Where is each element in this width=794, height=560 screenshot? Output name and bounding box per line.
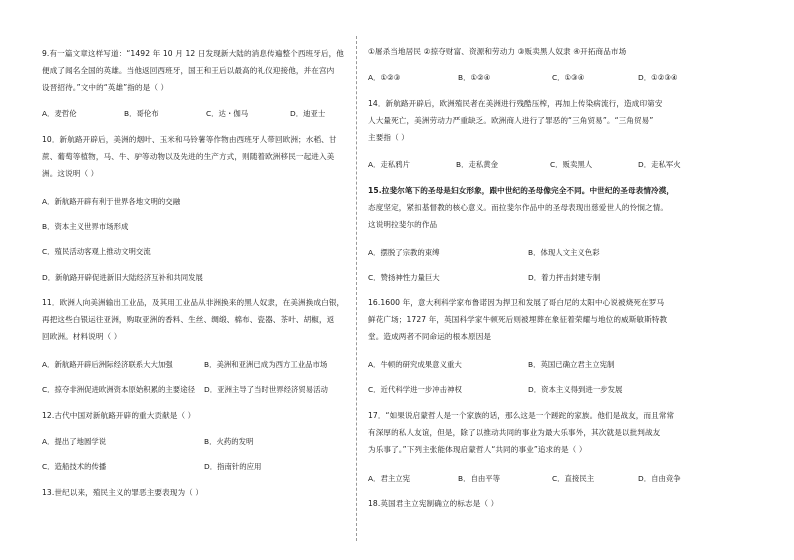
question-11-line-1: 11．欧洲人向美洲输出工业品，及其用工业品从非洲换来的黑人奴隶，在美洲换成白银， [42, 298, 345, 307]
q16-option-b: B．英国已确立君主立宪制 [528, 360, 615, 369]
q16-option-a: A．牛顿的研究成果意义重大 [368, 360, 462, 369]
q15-option-c: C．赞扬神性力量巨大 [368, 273, 440, 282]
question-16-line-3: 堂。造成两者不同命运的根本原因是 [368, 332, 492, 341]
q17-option-d: D．自由竞争 [638, 474, 681, 483]
q15-option-d: D．着力抨击封建专制 [528, 273, 601, 282]
question-17-line-3: 为乐事了。”下列主张能体现启蒙哲人“共同的事业”追求的是（ ） [368, 445, 587, 454]
q12-option-c: C．造船技术的传播 [42, 462, 107, 471]
question-9-line-2: 便成了闻名全国的英雄。当他返回西班牙，国王和王后以最高的礼仪迎接他，并在宫内 [42, 66, 335, 75]
q10-option-b: B．资本主义世界市场形成 [42, 222, 129, 231]
q12-option-d: D．指南针的应用 [204, 462, 262, 471]
q9-option-b: B．哥伦布 [124, 109, 159, 118]
q17-option-b: B．自由平等 [458, 474, 501, 483]
q9-option-c: C．达・伽马 [206, 109, 249, 118]
q14-option-c: C．贩卖黑人 [550, 160, 593, 169]
question-14-line-3: 主要指（ ） [368, 133, 409, 142]
question-16-line-2: 鲜花广场；1727 年，英国科学家牛顿死后则被埋葬在象征着荣耀与地位的威斯敏斯特教 [368, 315, 668, 324]
question-10-line-2: 蔗、葡萄等植物，马、牛、驴等动物以及先进的生产方式，则随着欧洲移民一起进入美 [42, 152, 335, 161]
question-15-line-2: 态度坚定，紧扣基督教的核心意义。而拉斐尔作品中的圣母表现出慈爱世人的怜悯之情。 [368, 203, 669, 212]
q16-option-d: D．资本主义得到进一步发展 [528, 385, 623, 394]
q17-option-c: C．直接民主 [552, 474, 595, 483]
q11-option-b: B．美洲和亚洲已成为西方工业品市场 [204, 360, 328, 369]
question-9-line-3: 设晋招待。”文中的“英雄”指的是（ ） [42, 83, 169, 92]
question-11-line-2: 再把这些白银运往亚洲，购取亚洲的香料、生丝、绸缎、棉布、瓷器、茶叶、胡椒，返 [42, 315, 335, 324]
q14-option-a: A．走私鸦片 [368, 160, 411, 169]
question-18-line-1: 18.英国君主立宪制确立的标志是（ ） [368, 499, 499, 508]
question-13-items: ①屠杀当地居民 ②掠夺财富、资源和劳动力 ③贩卖黑人奴隶 ④开拓商品市场 [368, 47, 627, 56]
q11-option-c: C．掠夺非洲促进欧洲资本原始积累的主要途径 [42, 385, 195, 394]
question-15-line-1: 15.拉斐尔笔下的圣母是妇女形象，跟中世纪的圣母像完全不同。中世纪的圣母表情冷漠， [368, 186, 675, 195]
q13-option-d: D．①②③④ [638, 73, 678, 82]
q9-option-a: A．麦哲伦 [42, 109, 77, 118]
q11-option-a: A．新航路开辟后洲际经济联系大大加强 [42, 360, 173, 369]
question-17-line-1: 17．“如果说启蒙哲人是一个家族的话，那么这是一个蹉跎的家族。他们是战友，而且常常 [368, 411, 675, 420]
q16-option-c: C．近代科学进一步冲击神权 [368, 385, 462, 394]
question-14-line-1: 14．新航路开辟后，欧洲殖民者在美洲进行残酷压榨，再加上传染病流行，造成印第安 [368, 99, 663, 108]
question-12-line-1: 12.古代中国对新航路开辟的重大贡献是（ ） [42, 411, 196, 420]
q13-option-a: A．①②③ [368, 73, 401, 82]
question-9-line-1: 9.有一篇文章这样写道：“1492 年 10 月 12 日发现新大陆的消息传遍整个西班牙后，他 [42, 49, 345, 58]
q14-option-d: D．走私军火 [638, 160, 681, 169]
q10-option-d: D．新航路开辟促进新旧大陆经济互补和共同发展 [42, 273, 203, 282]
q11-option-d: D．亚洲主导了当时世界经济贸易活动 [204, 385, 328, 394]
q17-option-a: A．君主立宪 [368, 474, 411, 483]
q15-option-b: B．体现人文主义色彩 [528, 248, 600, 257]
question-16-line-1: 16.1600 年，意大利科学家布鲁诺因为捍卫和发展了哥白尼的太阳中心说被烧死在罗马 [368, 298, 665, 307]
q15-option-a: A．摆脱了宗教的束缚 [368, 248, 440, 257]
q10-option-c: C．殖民活动客观上推动文明交流 [42, 247, 151, 256]
q9-option-d: D．迪亚士 [290, 109, 326, 118]
column-divider [356, 36, 357, 541]
question-13-line-1: 13.世纪以来，殖民主义的罪恶主要表现为（ ） [42, 488, 204, 497]
q13-option-c: C．①③④ [552, 73, 585, 82]
question-10-line-1: 10．新航路开辟后，美洲的烟叶、玉米和马铃薯等作物由西班牙人带回欧洲；水稻、甘 [42, 135, 337, 144]
q12-option-b: B．火药的发明 [204, 437, 254, 446]
q13-option-b: B．①②④ [458, 73, 491, 82]
question-15-line-3: 这说明拉斐尔的作品 [368, 220, 438, 229]
question-17-line-2: 有深厚的私人友谊，但是，除了以推动共同的事业为最大乐事外，其次就是以批判战友 [368, 428, 661, 437]
q12-option-a: A．提出了地圆学说 [42, 437, 107, 446]
question-10-line-3: 洲。这说明（ ） [42, 169, 99, 178]
q10-option-a: A．新航路开辟有利于世界各地文明的交融 [42, 197, 181, 206]
q14-option-b: B．走私黄金 [456, 160, 499, 169]
question-11-line-3: 回欧洲。材料说明（ ） [42, 332, 122, 341]
question-14-line-2: 人大量死亡，美洲劳动力严重缺乏。欧洲商人进行了罪恶的“三角贸易”。“三角贸易” [368, 116, 654, 125]
